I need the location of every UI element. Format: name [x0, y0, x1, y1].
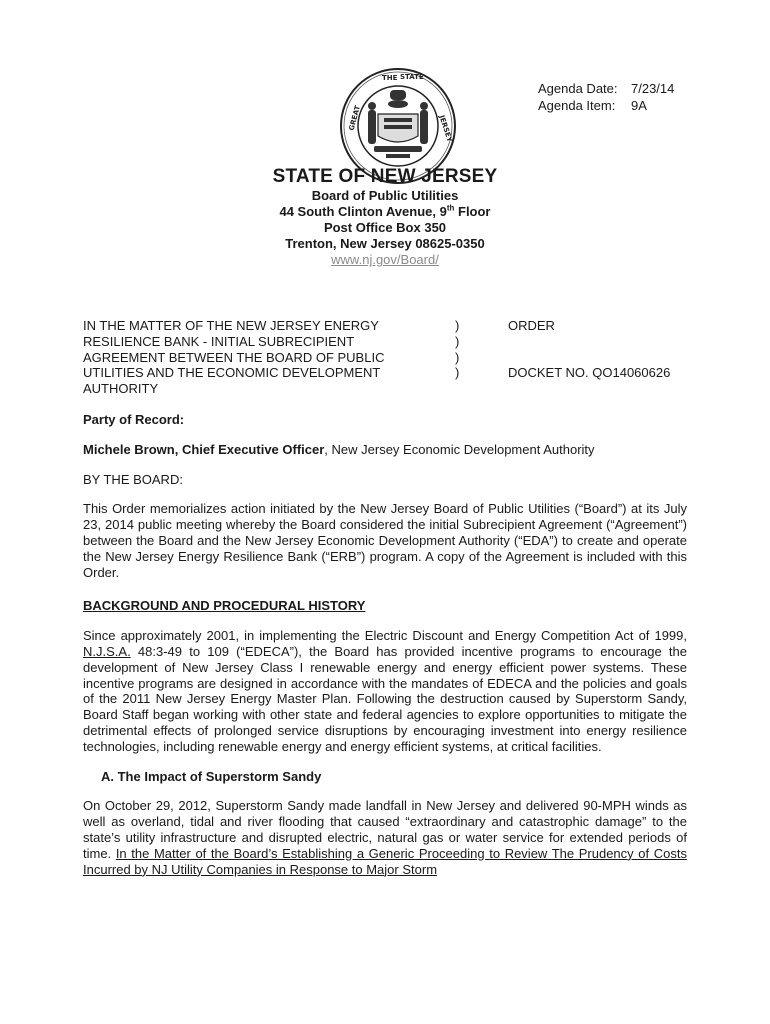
- party-of-record: [83, 442, 687, 458]
- address-post: Floor: [454, 204, 491, 219]
- document-body: [83, 412, 687, 891]
- caption-line: RESILIENCE BANK - INITIAL SUBRECIPIENT: [83, 333, 355, 349]
- po-box: Post Office Box 350: [323, 220, 447, 235]
- agenda-date-label: Agenda Date:: [538, 81, 618, 96]
- caption-matter: [83, 318, 463, 397]
- svg-text:THE: THE: [382, 74, 398, 82]
- intro-paragraph: This Order memorializes action initiated by the New Jersey Board of Public Utilities (“Board”) at its July 23, 2014 public meeting whereby the Board considered the initial Subrecipient Agreement (“Agreement”) between the Board and the New Jersey Economic Development Authority (“EDA”) to create and operate the New Jersey Energy Resilience Bank (“ERB”) program. A copy of the Agreement is included with this Order.: [83, 501, 687, 580]
- section-a-heading: A. The Impact of Superstorm Sandy: [101, 768, 322, 784]
- background-text-2: 48:3-49 to 109 (“EDECA”), the Board has provided incentive programs to encourage the development of New Jersey Class I renewable energy and energy efficient power systems. These incentive programs are designed in accordance with the mandates of EDECA and the policies and goals of the 2011 New Jersey Energy Master Plan. Following the destruction caused by Superstorm Sandy, Board Staff began working with other state and federal agencies to explore opportunities to mitigate the detrimental effects of prolonged service disruptions by encouraging investment into energy resilience technologies, including renewable energy and energy efficient systems, at critical facilities.: [83, 643, 687, 754]
- agenda-item-label: Agenda Item:: [538, 98, 616, 113]
- city-line: Trenton, New Jersey 08625-0350: [285, 236, 485, 251]
- svg-text:GREAT: GREAT: [347, 104, 362, 132]
- paren: ): [455, 333, 460, 349]
- background-paragraph: [83, 628, 687, 754]
- agenda-item-row: [538, 97, 674, 114]
- state-title: STATE OF NEW JERSEY: [272, 166, 498, 187]
- svg-text:STATE: STATE: [400, 73, 424, 81]
- matter-reference: In the Matter of the Board’s Establishing a Generic Proceeding to Review The Prudency of Costs Incurred by NJ Utility Companies in Response to Major Storm: [83, 845, 687, 877]
- sandy-text: On October 29, 2012, Superstorm Sandy made landfall in New Jersey and delivered 90-MPH winds as well as overland, tidal and river flooding that caused “extraordinary and catastrophic damage” to the state’s utility infrastructure and disrupted electric, natural gas or water service for extended periods of time.: [83, 798, 687, 861]
- website-link[interactable]: www.nj.gov/Board/: [331, 252, 439, 267]
- caption-line: AUTHORITY: [83, 381, 159, 397]
- sandy-paragraph: [83, 798, 687, 877]
- party-org: , New Jersey Economic Development Authority: [324, 441, 595, 457]
- paren: ): [455, 365, 460, 381]
- order-label: ORDER: [508, 318, 555, 333]
- svg-text:JERSEY: JERSEY: [437, 114, 454, 144]
- caption-line: UTILITIES AND THE ECONOMIC DEVELOPMENT: [83, 365, 381, 381]
- statute-citation: N.J.S.A.: [83, 643, 131, 659]
- caption-order: [508, 318, 748, 381]
- street-address: [0, 204, 770, 220]
- paren: ): [455, 318, 460, 333]
- board-name: Board of Public Utilities: [311, 188, 459, 203]
- by-the-board: BY THE BOARD:: [83, 471, 183, 487]
- caption-parens: [455, 318, 467, 381]
- caption-line: IN THE MATTER OF THE NEW JERSEY ENERGY: [83, 318, 379, 333]
- party-name: Michele Brown, Chief Executive Officer: [83, 441, 325, 457]
- paren: ): [455, 349, 460, 365]
- letterhead: [0, 166, 770, 268]
- background-text-1: Since approximately 2001, in implementing the Electric Discount and Energy Competition Act of 1999,: [83, 628, 687, 644]
- address-sup: th: [446, 203, 455, 213]
- agenda-date-row: [538, 80, 674, 97]
- address-pre: 44 South Clinton Avenue, 9: [279, 204, 447, 219]
- agenda-date-value: 7/23/14: [631, 81, 675, 96]
- docket-number: DOCKET NO. QO14060626: [508, 365, 671, 381]
- background-heading: BACKGROUND AND PROCEDURAL HISTORY: [83, 598, 366, 614]
- caption-line: AGREEMENT BETWEEN THE BOARD OF PUBLIC: [83, 349, 385, 365]
- party-of-record-label: Party of Record:: [83, 412, 185, 427]
- agenda-item-value: 9A: [631, 98, 647, 113]
- agenda-info: [538, 80, 674, 114]
